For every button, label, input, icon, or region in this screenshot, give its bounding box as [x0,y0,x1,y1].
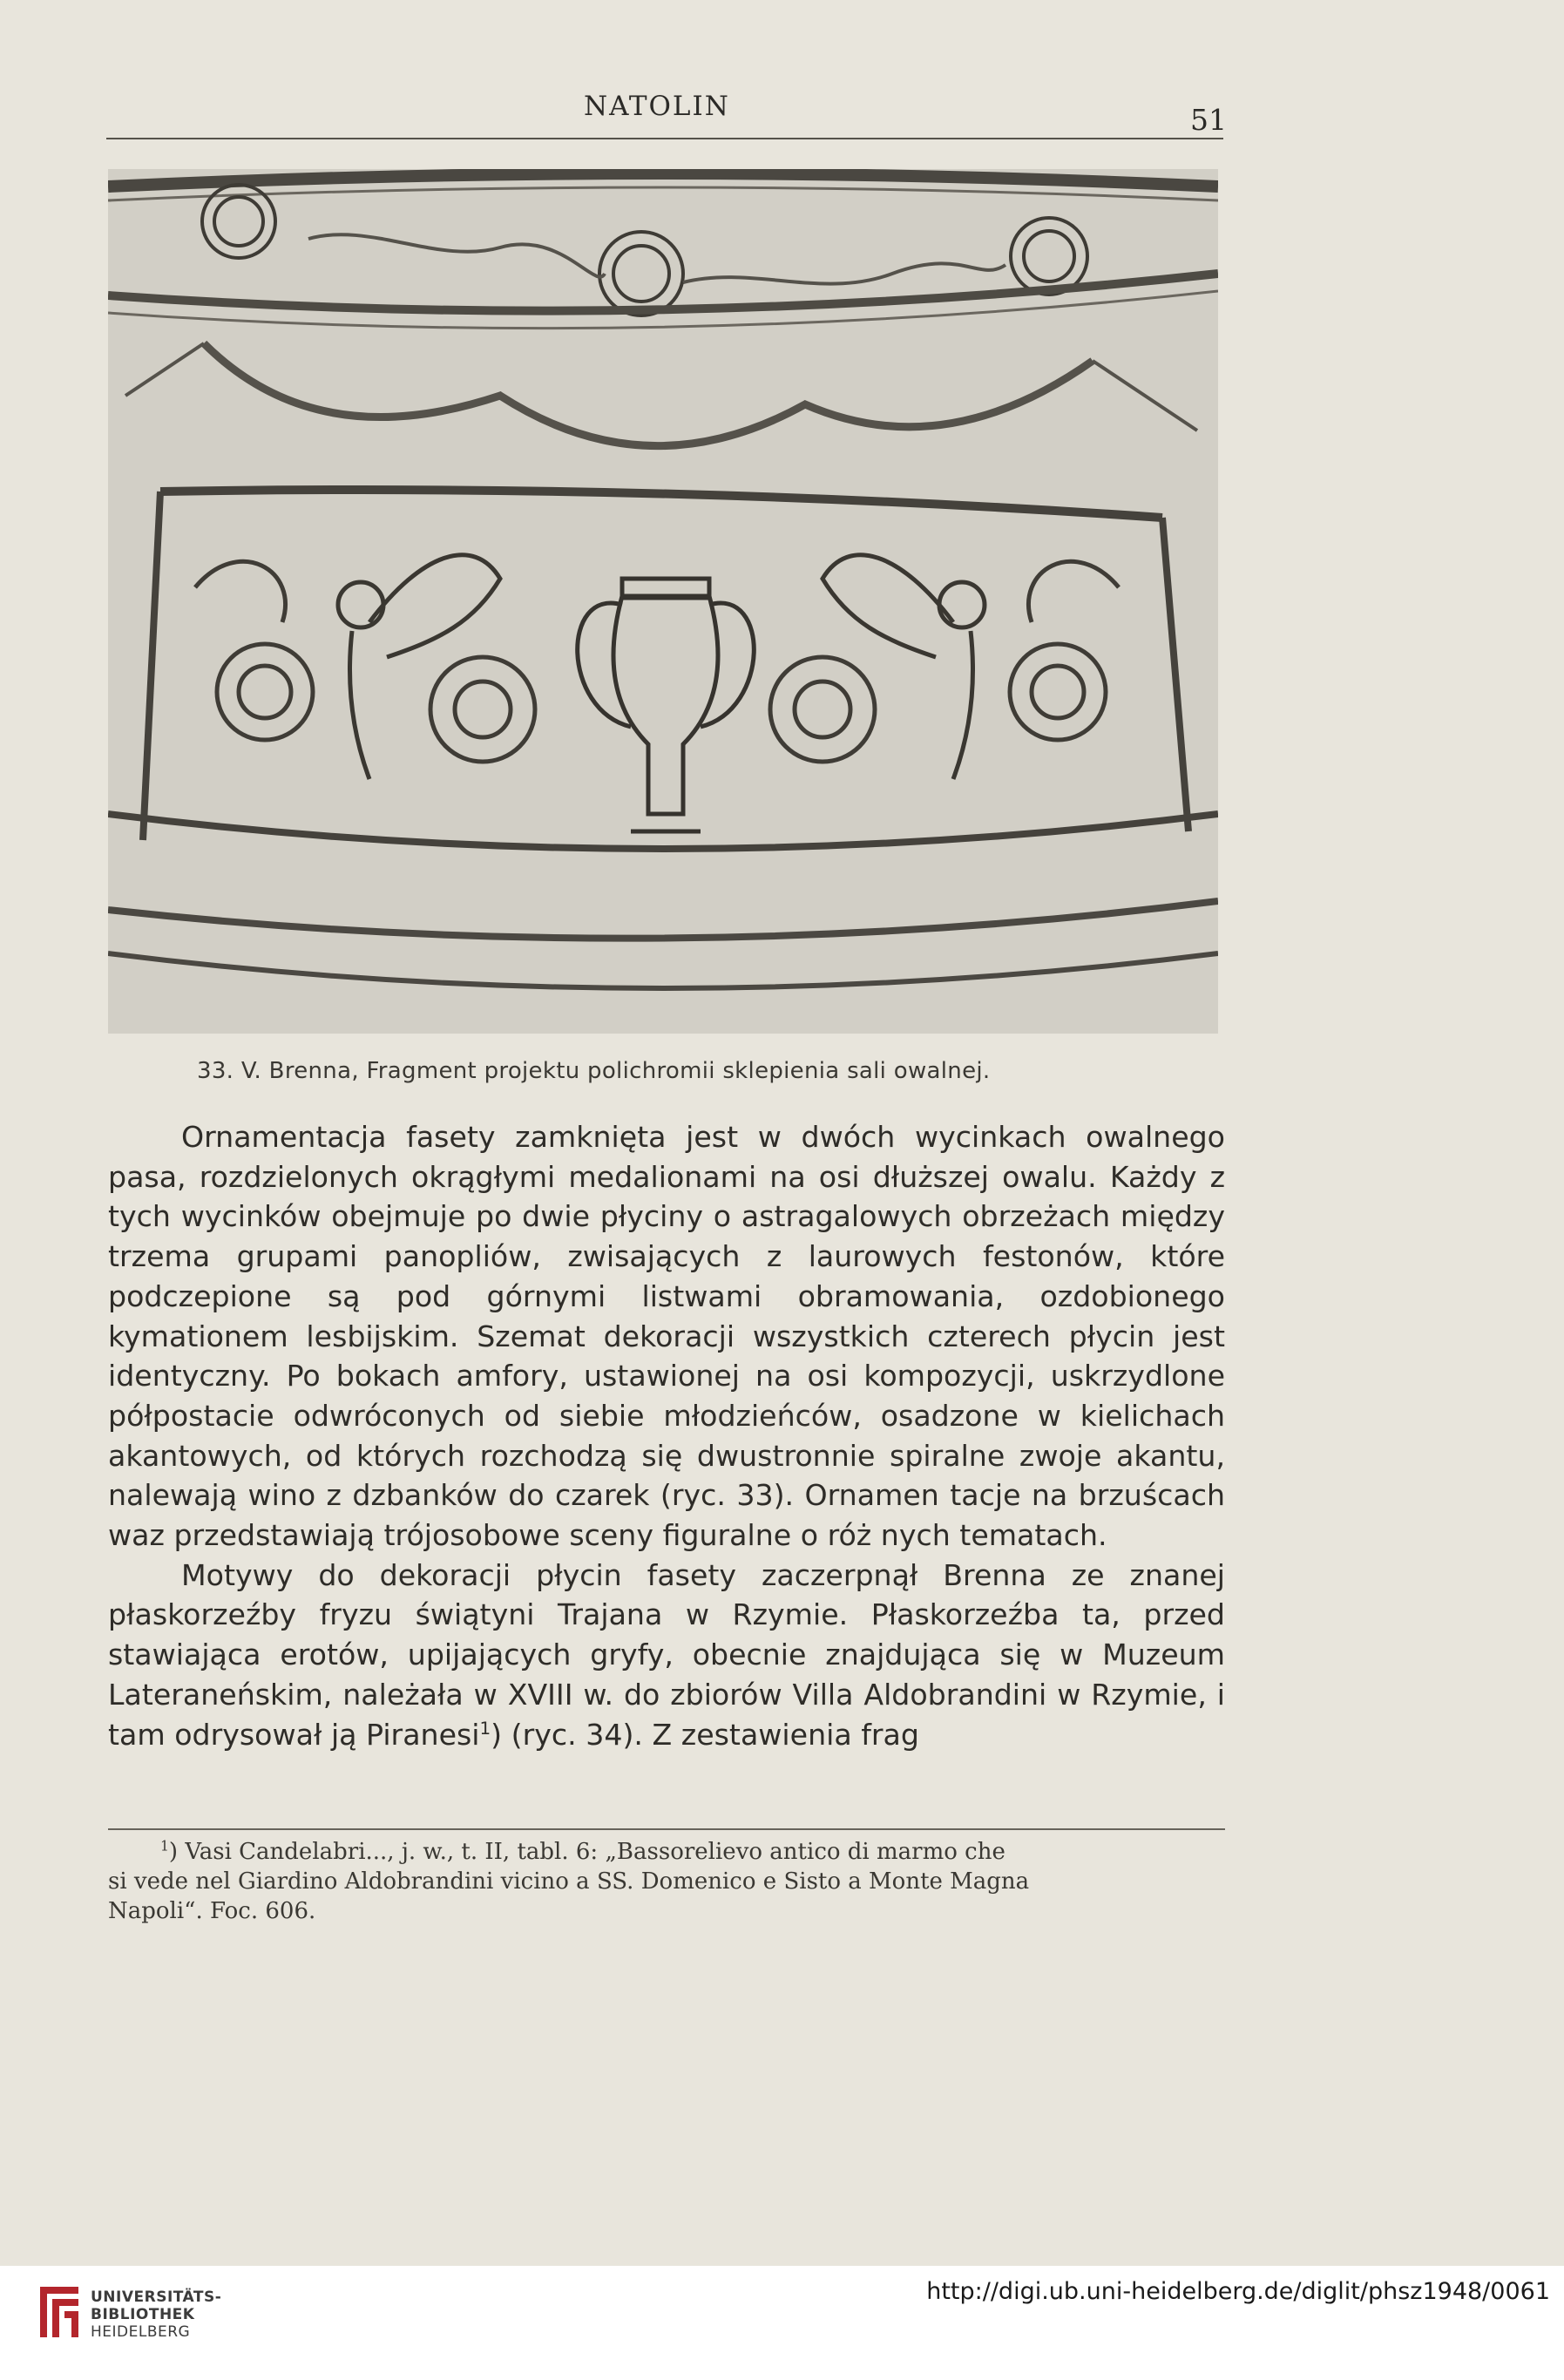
text-line: Motywy do dekoracji płycin fasety zaczerpnął Brenna ze znanej [181,1557,1225,1592]
header-rule [106,138,1223,139]
running-title: NATOLIN [584,91,730,122]
library-name-line: HEIDELBERG [91,2323,191,2341]
footnote [108,1837,1225,1926]
library-name [91,2288,221,2341]
text-line: które podczepione są pod górnymi listwami obramowania, ozdobionego [108,1239,1225,1313]
text-line: między trzema grupami panopliów, zwisających z laurowych festonów, [108,1199,1225,1274]
footnote-text: ) Vasi Candelabri..., j. w., t. II, tabl. 6: „Bassorelievo antico di marmo che [168,1839,1005,1865]
text-line: zwoje akantu, nalewają wino z dzbanków do czarek (ryc. 33). Ornamen [108,1438,1225,1513]
text-line: tacje na brzuścach waz przedstawiają trójosobowe sceny figuralne o róż [108,1478,1225,1553]
ornament-figure [108,169,1218,1034]
text-line: ) (ryc. 34). Z zestawienia frag [491,1717,919,1752]
text-line: jest identyczny. Po bokach amfory, ustawionej na osi kompozycji, [108,1319,1225,1393]
text-line: uskrzydlone półpostacie odwróconych od siebie młodzieńców, osadzone [108,1359,1225,1433]
text-line: z tych wycinków obejmuje po dwie płyciny o astragalowych obrzeżach [108,1159,1225,1234]
ornament-illustration [108,169,1218,1034]
text-line: w kielichach akantowych, od których rozchodzą się dwustronnie spiralne [108,1398,1226,1473]
footnote-reference[interactable]: 1 [479,1718,491,1739]
text-line: nych tematach. [880,1518,1107,1553]
ub-heidelberg-logo-icon[interactable] [35,2282,84,2346]
body-text [108,1117,1225,1754]
paragraph-2 [108,1556,1225,1755]
text-line: płaskorzeźby fryzu świątyni Trajana w Rzymie. Płaskorzeźba ta, przed [108,1597,1225,1632]
footnote-line: Napoli“. Foc. 606. [108,1898,316,1924]
library-name-line: BIBLIOTHEK [91,2306,195,2323]
text-line: pasa, rozdzielonych okrągłymi medalionami na osi dłuższej owalu. Każdy [108,1159,1210,1194]
page-number: 51 [1190,103,1227,137]
paragraph-1 [108,1117,1225,1556]
footnote-marker: 1 [160,1838,169,1855]
footnote-line [108,1837,1225,1867]
library-name-line: UNIVERSITÄTS- [91,2288,222,2306]
figure-caption: 33. V. Brenna, Fragment projektu polichromii sklepienia sali owalnej. [197,1058,991,1084]
text-line: Ornamentacja fasety zamknięta jest w dwóch wycinkach owalnego [181,1120,1225,1154]
footnote-line: si vede nel Giardino Aldobrandini vicino a SS. Domenico e Sisto a Monte Magna [108,1868,1030,1895]
text-line: stawiająca erotów, upijających gryfy, obecnie znajdująca się w Muzeum [108,1638,1225,1672]
text-line: w Rzymie, i tam odrysował ją Piranesi [108,1677,1225,1752]
text-line: Lateraneńskim, należała w XVIII w. do zbiorów Villa Aldobrandini [108,1677,1058,1712]
text-line: kymationem lesbijskim. Szemat dekoracji wszystkich czterech płycin [108,1319,1174,1353]
footnote-rule [108,1828,1225,1830]
permalink-url[interactable]: http://digi.ub.uni-heidelberg.de/diglit/phsz1948/0061 [926,2278,1550,2305]
